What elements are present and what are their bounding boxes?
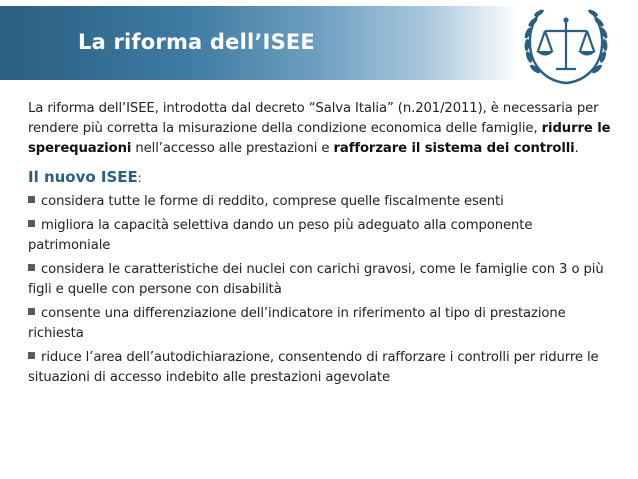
- list-item: [28, 304, 618, 344]
- section-heading-suffix: :: [137, 171, 142, 185]
- section-heading-text: Il nuovo ISEE: [28, 168, 138, 186]
- intro-text: La riforma dell’ISEE, introdotta dal decreto “Salva Italia” (n.201/2011), è necessaria per rendere più corretta la misurazione della condizione economica delle famiglie,: [28, 101, 599, 136]
- list-item-text: migliora la capacità selettiva dando un peso più adeguato alla componente patrimoniale: [28, 218, 533, 253]
- intro-emphasis-2: rafforzare il sistema dei controlli: [333, 141, 575, 156]
- intro-text: nell’accesso alle prestazioni e: [131, 141, 334, 156]
- list-item: [28, 192, 618, 212]
- intro-text: .: [574, 141, 579, 156]
- list-item: [28, 216, 618, 256]
- intro-paragraph: [28, 99, 618, 159]
- page-title: La riforma dell’ISEE: [78, 30, 315, 54]
- content-area: [28, 99, 618, 392]
- section-heading: [28, 167, 618, 188]
- square-bullet-icon: [28, 220, 35, 227]
- square-bullet-icon: [28, 308, 35, 315]
- list-item-text: riduce l’area dell’autodichiarazione, consentendo di rafforzare i controlli per ridurre le situazioni di accesso indebito alle prestazioni agevolate: [28, 350, 599, 385]
- list-item-text: consente una differenziazione dell’indicatore in riferimento al tipo di prestazione richiesta: [28, 306, 566, 341]
- bullet-list: [28, 192, 618, 388]
- square-bullet-icon: [28, 264, 35, 271]
- list-item-text: considera tutte le forme di reddito, comprese quelle fiscalmente esenti: [41, 194, 504, 209]
- scales-of-justice-wreath-icon: [521, 3, 611, 89]
- square-bullet-icon: [28, 196, 35, 203]
- list-item-text: considera le caratteristiche dei nuclei con carichi gravosi, come le famiglie con 3 o più figli e quelle con persone con disabilità: [28, 262, 604, 297]
- square-bullet-icon: [28, 352, 35, 359]
- list-item: [28, 348, 618, 388]
- list-item: [28, 260, 618, 300]
- intro-emphasis-1: ridurre le sperequazioni: [28, 121, 611, 156]
